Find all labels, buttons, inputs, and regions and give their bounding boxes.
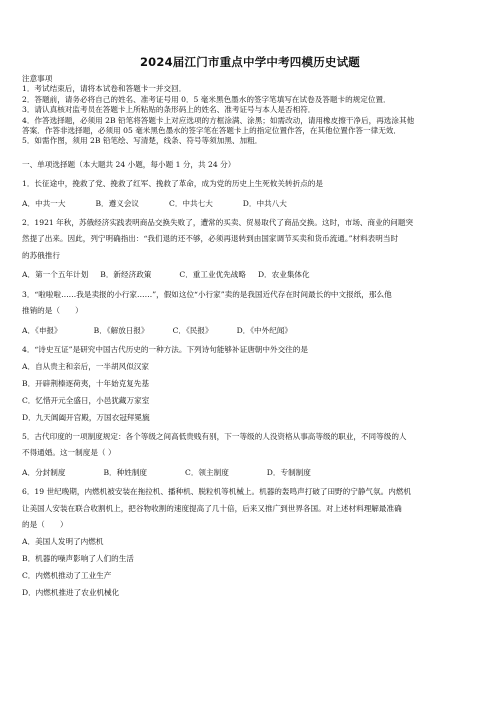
option-c: C．中共七大 bbox=[169, 198, 213, 208]
option-b: B．遵义会议 bbox=[95, 198, 140, 208]
option-d: D．九天阊阖开宫殿，万国衣冠拜冕旒 bbox=[22, 412, 150, 422]
options-row bbox=[22, 326, 480, 336]
question-text: 4．“诗史互证”是研究中国古代历史的一种方法。下列诗句能够补证唐朝中外交往的是 bbox=[22, 344, 308, 354]
question-text: 让美国人安装在联合收割机上，把谷物收割的速度提高了几十倍，后来又推广到世界各国。对上述材料理解最准确 bbox=[22, 503, 402, 513]
option-b: B．机器的噪声影响了人们的生活 bbox=[22, 553, 134, 563]
options-row bbox=[22, 468, 480, 478]
question-3 bbox=[22, 290, 480, 336]
question-text: 不得通婚。这一制度是（ ） bbox=[22, 448, 116, 458]
question-1 bbox=[22, 179, 480, 209]
notice-item: 答案．作答非选择题，必须用 05 毫米黑色墨水的签字笔在答题卡上的指定位置作答，在其他位置作答一律无效． bbox=[22, 126, 401, 136]
notice-item: 1．考试结束后，请将本试卷和答题卡一并交回． bbox=[22, 84, 187, 94]
option-a: A．自从贵主和亲后，一半胡风似汉家 bbox=[22, 361, 149, 371]
option-d: D．《中外纪闻》 bbox=[236, 325, 293, 335]
notice-item: 5．如需作图，须用 2B 铅笔绘、写清楚，线条、符号等须加黑、加粗． bbox=[22, 136, 263, 146]
question-text: 2．1921 年秋，苏俄经济实践表明商品交换失败了，遭常的买卖、贸易取代了商品交换。这时，市场、商业的问题突 bbox=[22, 218, 414, 228]
option-b: B．开辟荆榛逐荷夷，十年始克复先基 bbox=[22, 378, 150, 388]
question-5 bbox=[22, 432, 480, 478]
question-2 bbox=[22, 218, 480, 281]
question-text: 推销的是（ ） bbox=[22, 306, 83, 316]
option-d: D．专制制度 bbox=[266, 467, 311, 477]
option-c: C．忆惜开元全盛日，小邑犹藏万家室 bbox=[22, 395, 150, 405]
question-text: 1．长征途中，挽救了党、挽救了红军、挽救了革命，成为党的历史上生死攸关转折点的是 bbox=[22, 179, 323, 189]
option-d: D．中共八大 bbox=[242, 198, 287, 208]
notice-item: 4．作答选择题，必须用 2B 铅笔将答题卡上对应选项的方框涂满、涂黑；如需改动，请用橡皮擦干净后，再选涂其他 bbox=[22, 115, 415, 125]
notice-item: 2．答题前，请务必将自己的姓名、准考证号用 0．5 毫米黑色墨水的签字笔填写在试卷及答题卡的规定位置． bbox=[22, 94, 391, 104]
options-row bbox=[22, 199, 480, 209]
option-a: A．中共一大 bbox=[22, 198, 66, 208]
option-a: A．分封制度 bbox=[22, 467, 66, 477]
question-4 bbox=[22, 345, 480, 423]
question-text: 的苏俄推行 bbox=[22, 250, 60, 260]
option-c: C．内燃机推动了工业生产 bbox=[22, 570, 112, 580]
option-a: A．美国人发明了内燃机 bbox=[22, 536, 104, 546]
notice-item: 3．请认真核对监考员在答题卡上所粘贴的条形码上的姓名、准考证号与本人是否相符． bbox=[22, 105, 316, 115]
option-c: C．领主制度 bbox=[185, 467, 229, 477]
option-c: C．《民报》 bbox=[172, 325, 213, 335]
question-text: 6．19 世纪晚期，内燃机被安装在拖拉机、播种机、脱粒机等机械上。机器的轰鸣声打破了田野的宁静气氛。内燃机 bbox=[22, 487, 411, 497]
option-b: B．新经济政策 bbox=[100, 270, 152, 280]
section-heading: 一、单项选择题（本大题共 24 小题，每小题 1 分，共 24 分） bbox=[22, 159, 236, 169]
question-text: 5．古代印度的一项制度规定：各个等级之间高低贵贱有别，下一等级的人没资格从事高等级的职业，不同等级的人 bbox=[22, 431, 407, 441]
question-text: 的是（ ） bbox=[22, 519, 68, 529]
option-c: C．重工业优先战略 bbox=[179, 270, 246, 280]
option-b: B．种姓制度 bbox=[103, 467, 148, 477]
option-a: A．第一个五年计划 bbox=[22, 270, 89, 280]
page-title: 2024届江门市重点中学中考四模历史试题 bbox=[139, 55, 360, 69]
question-6 bbox=[22, 487, 480, 598]
option-d: D．内燃机推进了农业机械化 bbox=[22, 587, 120, 597]
options-list bbox=[22, 362, 480, 423]
option-b: B．《解放日报》 bbox=[93, 325, 149, 335]
option-a: A．《申报》 bbox=[22, 325, 62, 335]
option-d: D．农业集体化 bbox=[257, 270, 310, 280]
options-list bbox=[22, 537, 480, 598]
question-text: 然提了出来。因此，列宁明确指出：“我们退的还不够，必须再退转到由国家调节买卖和货币流通。”材料表明当时 bbox=[22, 234, 399, 244]
question-text: 3．“啦啦啦……我是卖报的小行家……”，假如这位“小行家”卖的是我国近代存在时间最长的中文报纸，那么他 bbox=[22, 289, 392, 299]
options-row bbox=[22, 270, 480, 280]
notice-heading: 注意事项 bbox=[22, 74, 53, 83]
exam-content bbox=[22, 74, 480, 598]
